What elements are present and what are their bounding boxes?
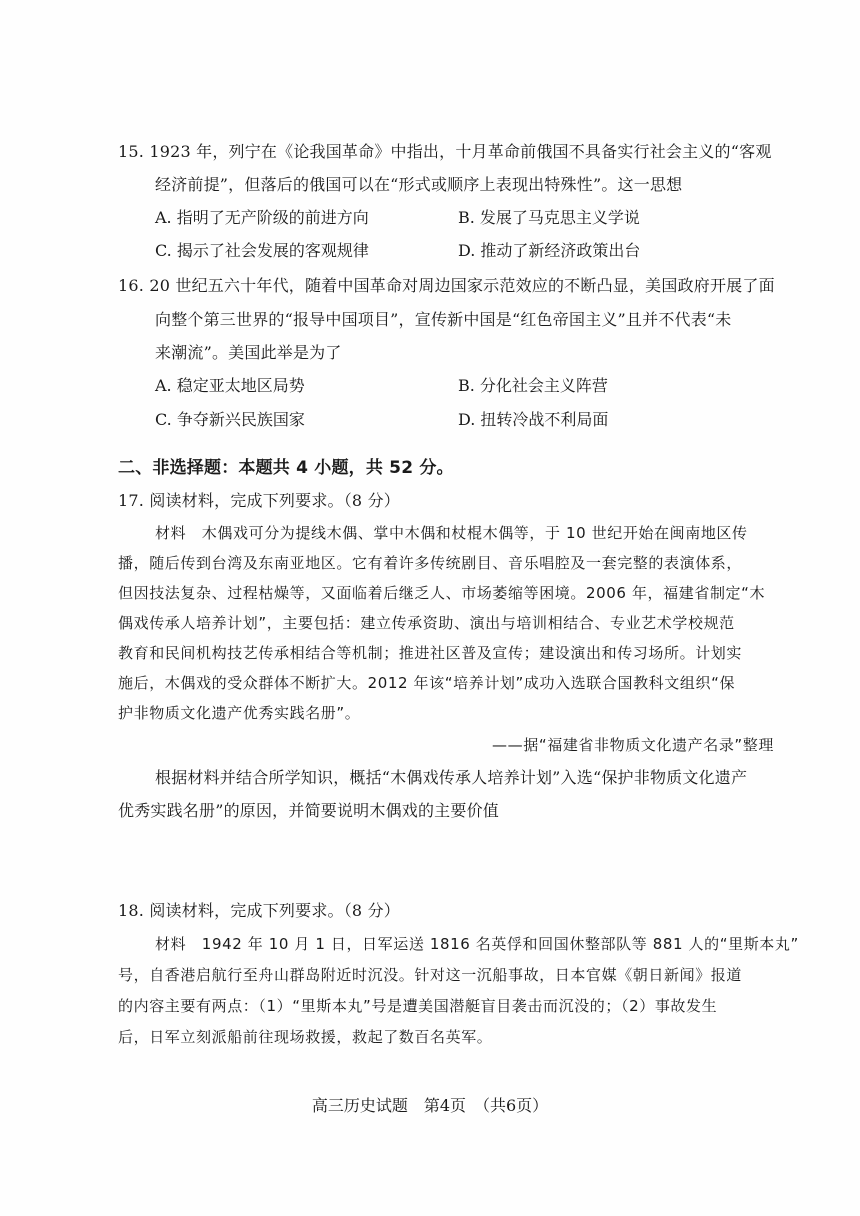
q16-stem-line-3: 来潮流”。美国此举是为了	[155, 343, 342, 362]
q18-material-line-1: 材料 1942 年 10 月 1 日，日军运送 1816 名英俘和回国休整部队等 881 人的“里斯本丸”	[155, 935, 799, 953]
q17-material-line-6: 施后，木偶戏的受众群体不断扩大。2012 年该“培养计划”成功入选联合国教科文组织“保	[118, 674, 736, 692]
q18-intro: 18. 阅读材料，完成下列要求。（8 分）	[118, 901, 400, 920]
q15-option-a: A. 指明了无产阶级的前进方向	[155, 208, 369, 227]
q15-option-d: D. 推动了新经济政策出台	[458, 241, 641, 260]
q16-option-a: A. 稳定亚太地区局势	[155, 376, 305, 395]
q16-option-c: C. 争夺新兴民族国家	[155, 410, 305, 429]
q15-stem-line-1: 15. 1923 年，列宁在《论我国革命》中指出，十月革命前俄国不具备实行社会主义的“客观	[118, 142, 772, 161]
q16-stem-line-1: 16. 20 世纪五六十年代，随着中国革命对周边国家示范效应的不断凸显，美国政府开展了面	[118, 276, 775, 295]
section-heading: 二、非选择题：本题共 4 小题，共 52 分。	[118, 458, 454, 478]
q17-material-line-1: 材料 木偶戏可分为提线木偶、掌中木偶和杖棍木偶等，于 10 世纪开始在闽南地区传	[155, 524, 748, 542]
q17-requirement-line-2: 优秀实践名册”的原因，并简要说明木偶戏的主要价值	[118, 801, 499, 820]
q15-option-b: B. 发展了马克思主义学说	[458, 208, 640, 227]
q16-stem-line-2: 向整个第三世界的“报导中国项目”，宣传新中国是“红色帝国主义”且并不代表“未	[155, 310, 732, 329]
q17-requirement-line-1: 根据材料并结合所学知识，概括“木偶戏传承人培养计划”入选“保护非物质文化遗产	[155, 768, 748, 787]
q17-source: ——据“福建省非物质文化遗产名录”整理	[492, 736, 774, 754]
q17-material-line-2: 播，随后传到台湾及东南亚地区。它有着许多传统剧目、音乐唱腔及一套完整的表演体系，	[118, 554, 743, 572]
q16-option-b: B. 分化社会主义阵营	[458, 376, 608, 395]
q17-material-line-3: 但因技法复杂、过程枯燥等，又面临着后继乏人、市场萎缩等困境。2006 年，福建省制定“木	[118, 584, 766, 602]
q18-material-line-4: 后，日军立刻派船前往现场救援，救起了数百名英军。	[118, 1028, 493, 1046]
q16-option-d: D. 扭转冷战不利局面	[458, 410, 609, 429]
q17-intro: 17. 阅读材料，完成下列要求。（8 分）	[118, 491, 400, 510]
q18-material-line-2: 号，自香港启航行至舟山群岛附近时沉没。针对这一沉船事故，日本官媒《朝日新闻》报道	[118, 966, 743, 984]
page-footer: 高三历史试题 第4页 （共6页）	[311, 1096, 549, 1115]
q17-material-line-4: 偶戏传承人培养计划”，主要包括：建立传承资助、演出与培训相结合、专业艺术学校规范	[118, 614, 735, 632]
q17-material-line-5: 教育和民间机构技艺传承相结合等机制；推进社区普及宣传；建设演出和传习场所。计划实	[118, 644, 743, 662]
q17-material-line-7: 护非物质文化遗产优秀实践名册”。	[118, 704, 361, 722]
q18-material-line-3: 的内容主要有两点：（1）“里斯本丸”号是遭美国潜艇盲目袭击而沉没的；（2）事故发生	[118, 997, 718, 1015]
q15-option-c: C. 揭示了社会发展的客观规律	[155, 241, 369, 260]
q15-stem-line-2: 经济前提”，但落后的俄国可以在“形式或顺序上表现出特殊性”。这一思想	[155, 175, 683, 194]
